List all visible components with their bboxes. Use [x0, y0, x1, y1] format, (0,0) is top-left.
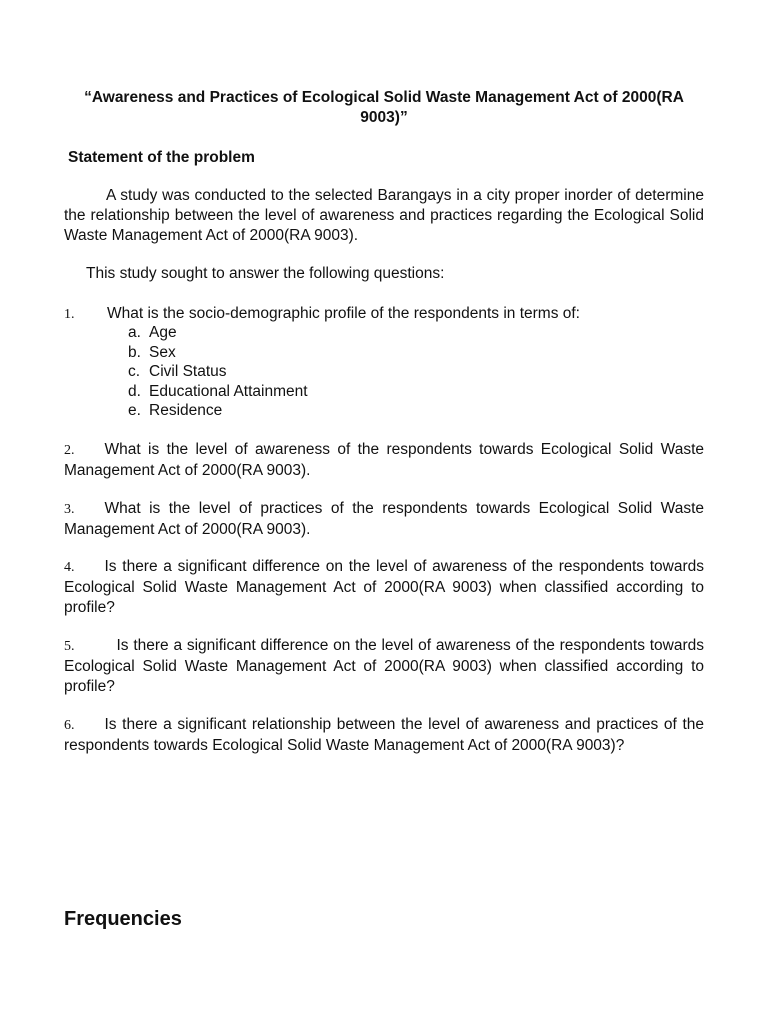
question-text: What is the level of awareness of the respondents towards Ecological Solid Waste Management Act of 2000(RA 9003).	[64, 441, 704, 479]
question-text: Is there a significant difference on the level of awareness of the respondents towards Ecological Solid Waste Management Act of 2000(RA 9003) when classified according to profile?	[64, 637, 704, 695]
question-text: Is there a significant relationship between the level of awareness and practices of the respondents towards Ecological Solid Waste Management Act of 2000(RA 9003)?	[64, 716, 704, 754]
section-heading-statement: Statement of the problem	[68, 149, 255, 166]
list-letter: a.	[128, 324, 141, 341]
list-letter: e.	[128, 402, 141, 419]
question-number: 2.	[64, 443, 75, 458]
list-letter: c.	[128, 363, 141, 380]
list-text: Age	[149, 324, 177, 341]
list-item	[128, 382, 308, 402]
question-6	[64, 715, 704, 756]
list-item	[128, 362, 308, 382]
question-text: What is the level of practices of the respondents towards Ecological Solid Waste Management Act of 2000(RA 9003).	[64, 500, 704, 538]
question-text: Is there a significant difference on the level of awareness of the respondents towards Ecological Solid Waste Management Act of 2000(RA 9003) when classified according to profile?	[64, 558, 704, 616]
question-text: What is the socio-demographic profile of the respondents in terms of:	[107, 305, 580, 322]
question-2	[64, 440, 704, 481]
question-number: 6.	[64, 718, 75, 733]
list-letter: d.	[128, 382, 141, 400]
list-text: Educational Attainment	[149, 382, 308, 400]
list-text: Residence	[149, 402, 223, 419]
document-title: “Awareness and Practices of Ecological Solid Waste Management Act of 2000(RA 9003)”	[84, 89, 684, 126]
list-item	[128, 343, 308, 363]
list-text: Civil Status	[149, 363, 227, 380]
intro-paragraph: A study was conducted to the selected Barangays in a city proper inorder of determine the relationship between the level of awareness and practices regarding the Ecological Solid Waste Management Act of 2000(RA 9003).	[64, 187, 704, 244]
question-4	[64, 557, 704, 618]
question-number: 4.	[64, 560, 75, 575]
question-1	[64, 304, 704, 325]
question-5	[64, 636, 704, 697]
list-text: Sex	[149, 343, 176, 361]
question-number: 5.	[64, 639, 75, 654]
question-3	[64, 499, 704, 540]
list-item	[128, 323, 308, 343]
question-number: 3.	[64, 502, 75, 517]
lead-sentence: This study sought to answer the following questions:	[86, 265, 445, 282]
profile-sublist	[128, 323, 308, 421]
list-item	[128, 401, 308, 421]
question-number: 1.	[64, 307, 75, 322]
list-letter: b.	[128, 343, 141, 361]
frequencies-heading: Frequencies	[64, 908, 182, 930]
